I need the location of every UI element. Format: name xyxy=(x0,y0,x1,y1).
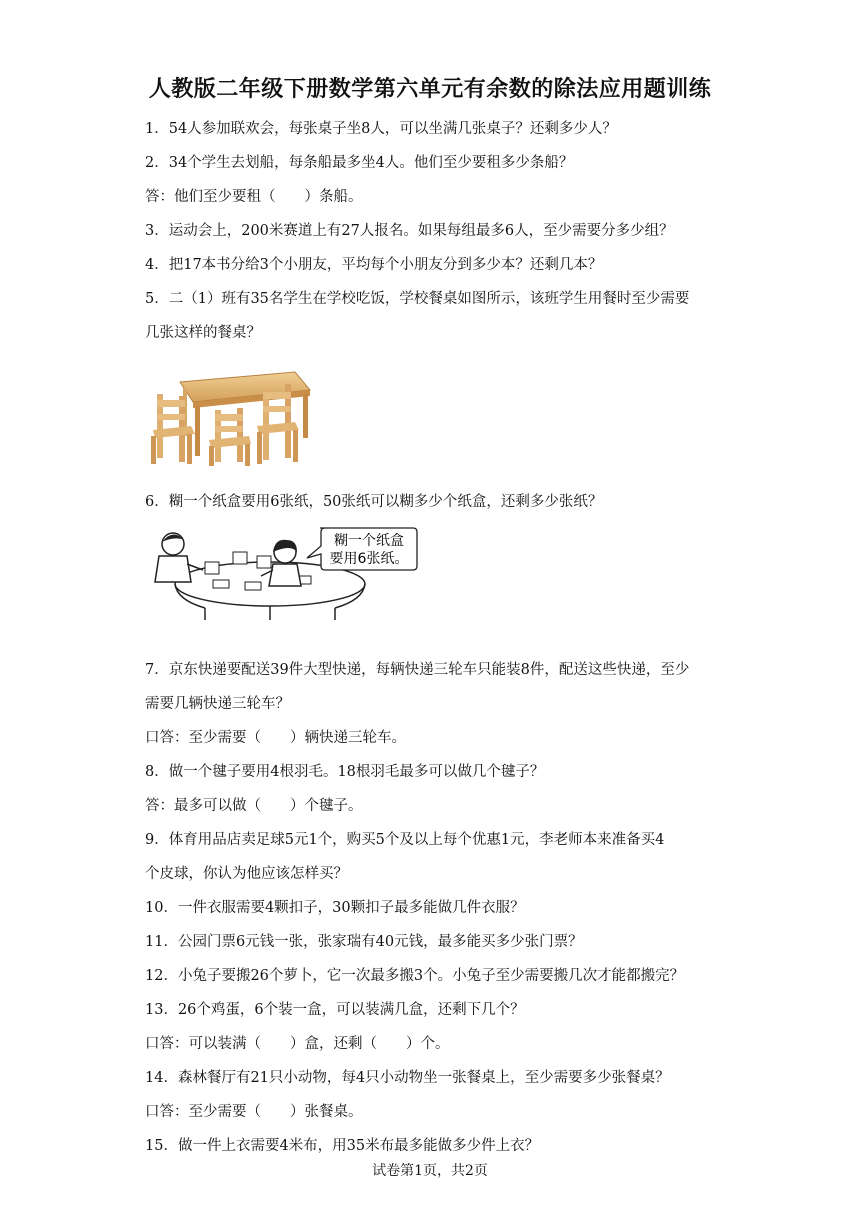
question-15: 15．做一件上衣需要4米布，用35米布最多能做多少件上衣？ xyxy=(145,1138,540,1154)
dining-table-illustration xyxy=(145,360,315,470)
speech-bubble-line-1: 糊一个纸盒 xyxy=(334,533,404,549)
question-10: 10．一件衣服需要4颗扣子，30颗扣子最多能做几件衣服？ xyxy=(145,900,525,916)
question-5-cont: 几张这样的餐桌？ xyxy=(145,325,261,341)
answer-2: 答：他们至少要租（ ）条船。 xyxy=(145,189,363,205)
question-13: 13．26个鸡蛋，6个装一盒，可以装满几盒，还剩下几个？ xyxy=(145,1002,525,1018)
question-3: 3．运动会上，200米赛道上有27人报名。如果每组最多6人，至少需要分多少组？ xyxy=(145,223,674,239)
answer-7: 口答：至少需要（ ）辆快递三轮车。 xyxy=(145,730,406,746)
question-6: 6．糊一个纸盒要用6张纸，50张纸可以糊多少个纸盒，还剩多少张纸？ xyxy=(145,494,603,510)
answer-8: 答：最多可以做（ ）个毽子。 xyxy=(145,798,363,814)
question-14: 14．森林餐厅有21只小动物，每4只小动物坐一张餐桌上，至少需要多少张餐桌？ xyxy=(145,1070,670,1086)
question-8: 8．做一个毽子要用4根羽毛。18根羽毛最多可以做几个毽子？ xyxy=(145,764,545,780)
question-9: 9．体育用品店卖足球5元1个，购买5个及以上每个优惠1元，李老师本来准备买4 xyxy=(145,832,665,848)
speech-bubble-line-2: 要用6张纸。 xyxy=(329,551,409,567)
page-title: 人教版二年级下册数学第六单元有余数的除法应用题训练 xyxy=(148,76,712,102)
question-11: 11．公园门票6元钱一张，张家瑞有40元钱，最多能买多少张门票？ xyxy=(145,934,583,950)
question-1: 1．54人参加联欢会，每张桌子坐8人，可以坐满几张桌子？还剩多少人？ xyxy=(145,121,617,137)
page-footer: 试卷第1页，共2页 xyxy=(372,1163,488,1179)
question-7: 7．京东快递要配送39件大型快递，每辆快递三轮车只能装8件，配送这些快递，至少 xyxy=(145,662,690,678)
children-making-boxes-illustration xyxy=(145,522,420,622)
answer-13: 口答：可以装满（ ）盒，还剩（ ）个。 xyxy=(145,1036,450,1052)
question-2: 2．34个学生去划船，每条船最多坐4人。他们至少要租多少条船？ xyxy=(145,155,574,171)
question-4: 4．把17本书分给3个小朋友，平均每个小朋友分到多少本？还剩几本？ xyxy=(145,257,603,273)
question-12: 12．小兔子要搬26个萝卜，它一次最多搬3个。小兔子至少需要搬几次才能都搬完？ xyxy=(145,968,685,984)
question-5: 5．二（1）班有35名学生在学校吃饭，学校餐桌如图所示，该班学生用餐时至少需要 xyxy=(145,291,690,307)
answer-14: 口答：至少需要（ ）张餐桌。 xyxy=(145,1104,363,1120)
question-7-cont: 需要几辆快递三轮车？ xyxy=(145,696,290,712)
question-9-cont: 个皮球，你认为他应该怎样买？ xyxy=(145,866,348,882)
